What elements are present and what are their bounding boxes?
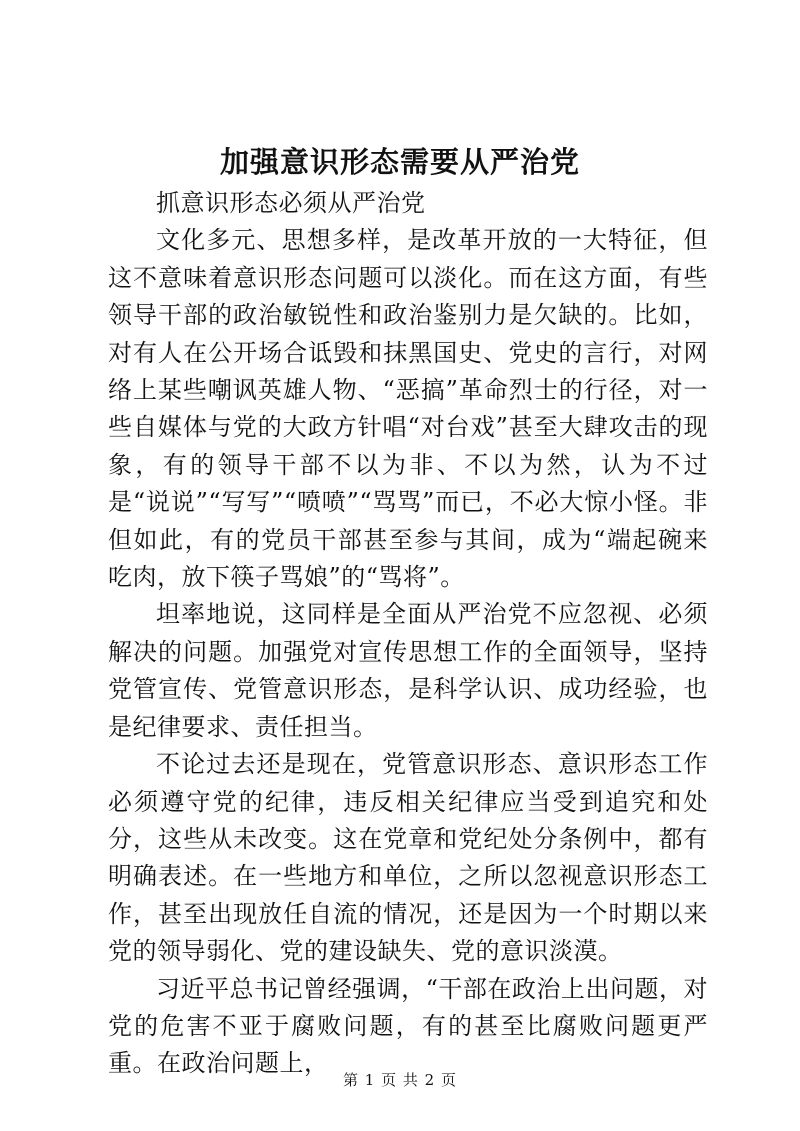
body-paragraph: 文化多元、思想多样，是改革开放的一大特征，但这不意味着意识形态问题可以淡化。而在这方面，有些领导干部的政治敏锐性和政治鉴别力是欠缺的。比如，对有人在公开场合诋毁和抹黑国史、党史的言行，对网络上某些嘲讽英雄人物、“恶搞”革命烈士的行径，对一些自媒体与党的大政方针唱“对台戏”甚至大肆攻击的现象，有的领导干部不以为非、不以为然，认为不过是“说说”“写写”“喷喷”“骂骂”而已，不必大惊小怪。非但如此，有的党员干部甚至参与其间，成为“端起碗来吃肉，放下筷子骂娘”的“骂将”。 bbox=[108, 226, 708, 592]
document-body bbox=[108, 185, 708, 1083]
body-paragraph: 不论过去还是现在，党管意识形态、意识形态工作必须遵守党的纪律，违反相关纪律应当受到追究和处分，这些从未改变。这在党章和党纪处分条例中，都有明确表述。在一些地方和单位，之所以忽视意识形态工作，甚至出现放任自流的情况，还是因为一个时期以来党的领导弱化、党的建设缺失、党的意识淡漠。 bbox=[108, 750, 708, 966]
body-paragraph: 坦率地说，这同样是全面从严治党不应忽视、必须解决的问题。加强党对宣传思想工作的全面领导，坚持党管宣传、党管意识形态，是科学认识、成功经验，也是纪律要求、责任担当。 bbox=[108, 600, 708, 741]
body-paragraph: 习近平总书记曾经强调，“干部在政治上出问题，对党的危害不亚于腐败问题，有的甚至比腐败问题更严重。在政治问题上， bbox=[108, 974, 708, 1078]
document-title: 加强意识形态需要从严治党 bbox=[219, 145, 580, 179]
page-footer: 第 1 页 共 2 页 bbox=[343, 1071, 457, 1089]
subtitle-paragraph: 抓意识形态必须从严治党 bbox=[156, 189, 426, 217]
